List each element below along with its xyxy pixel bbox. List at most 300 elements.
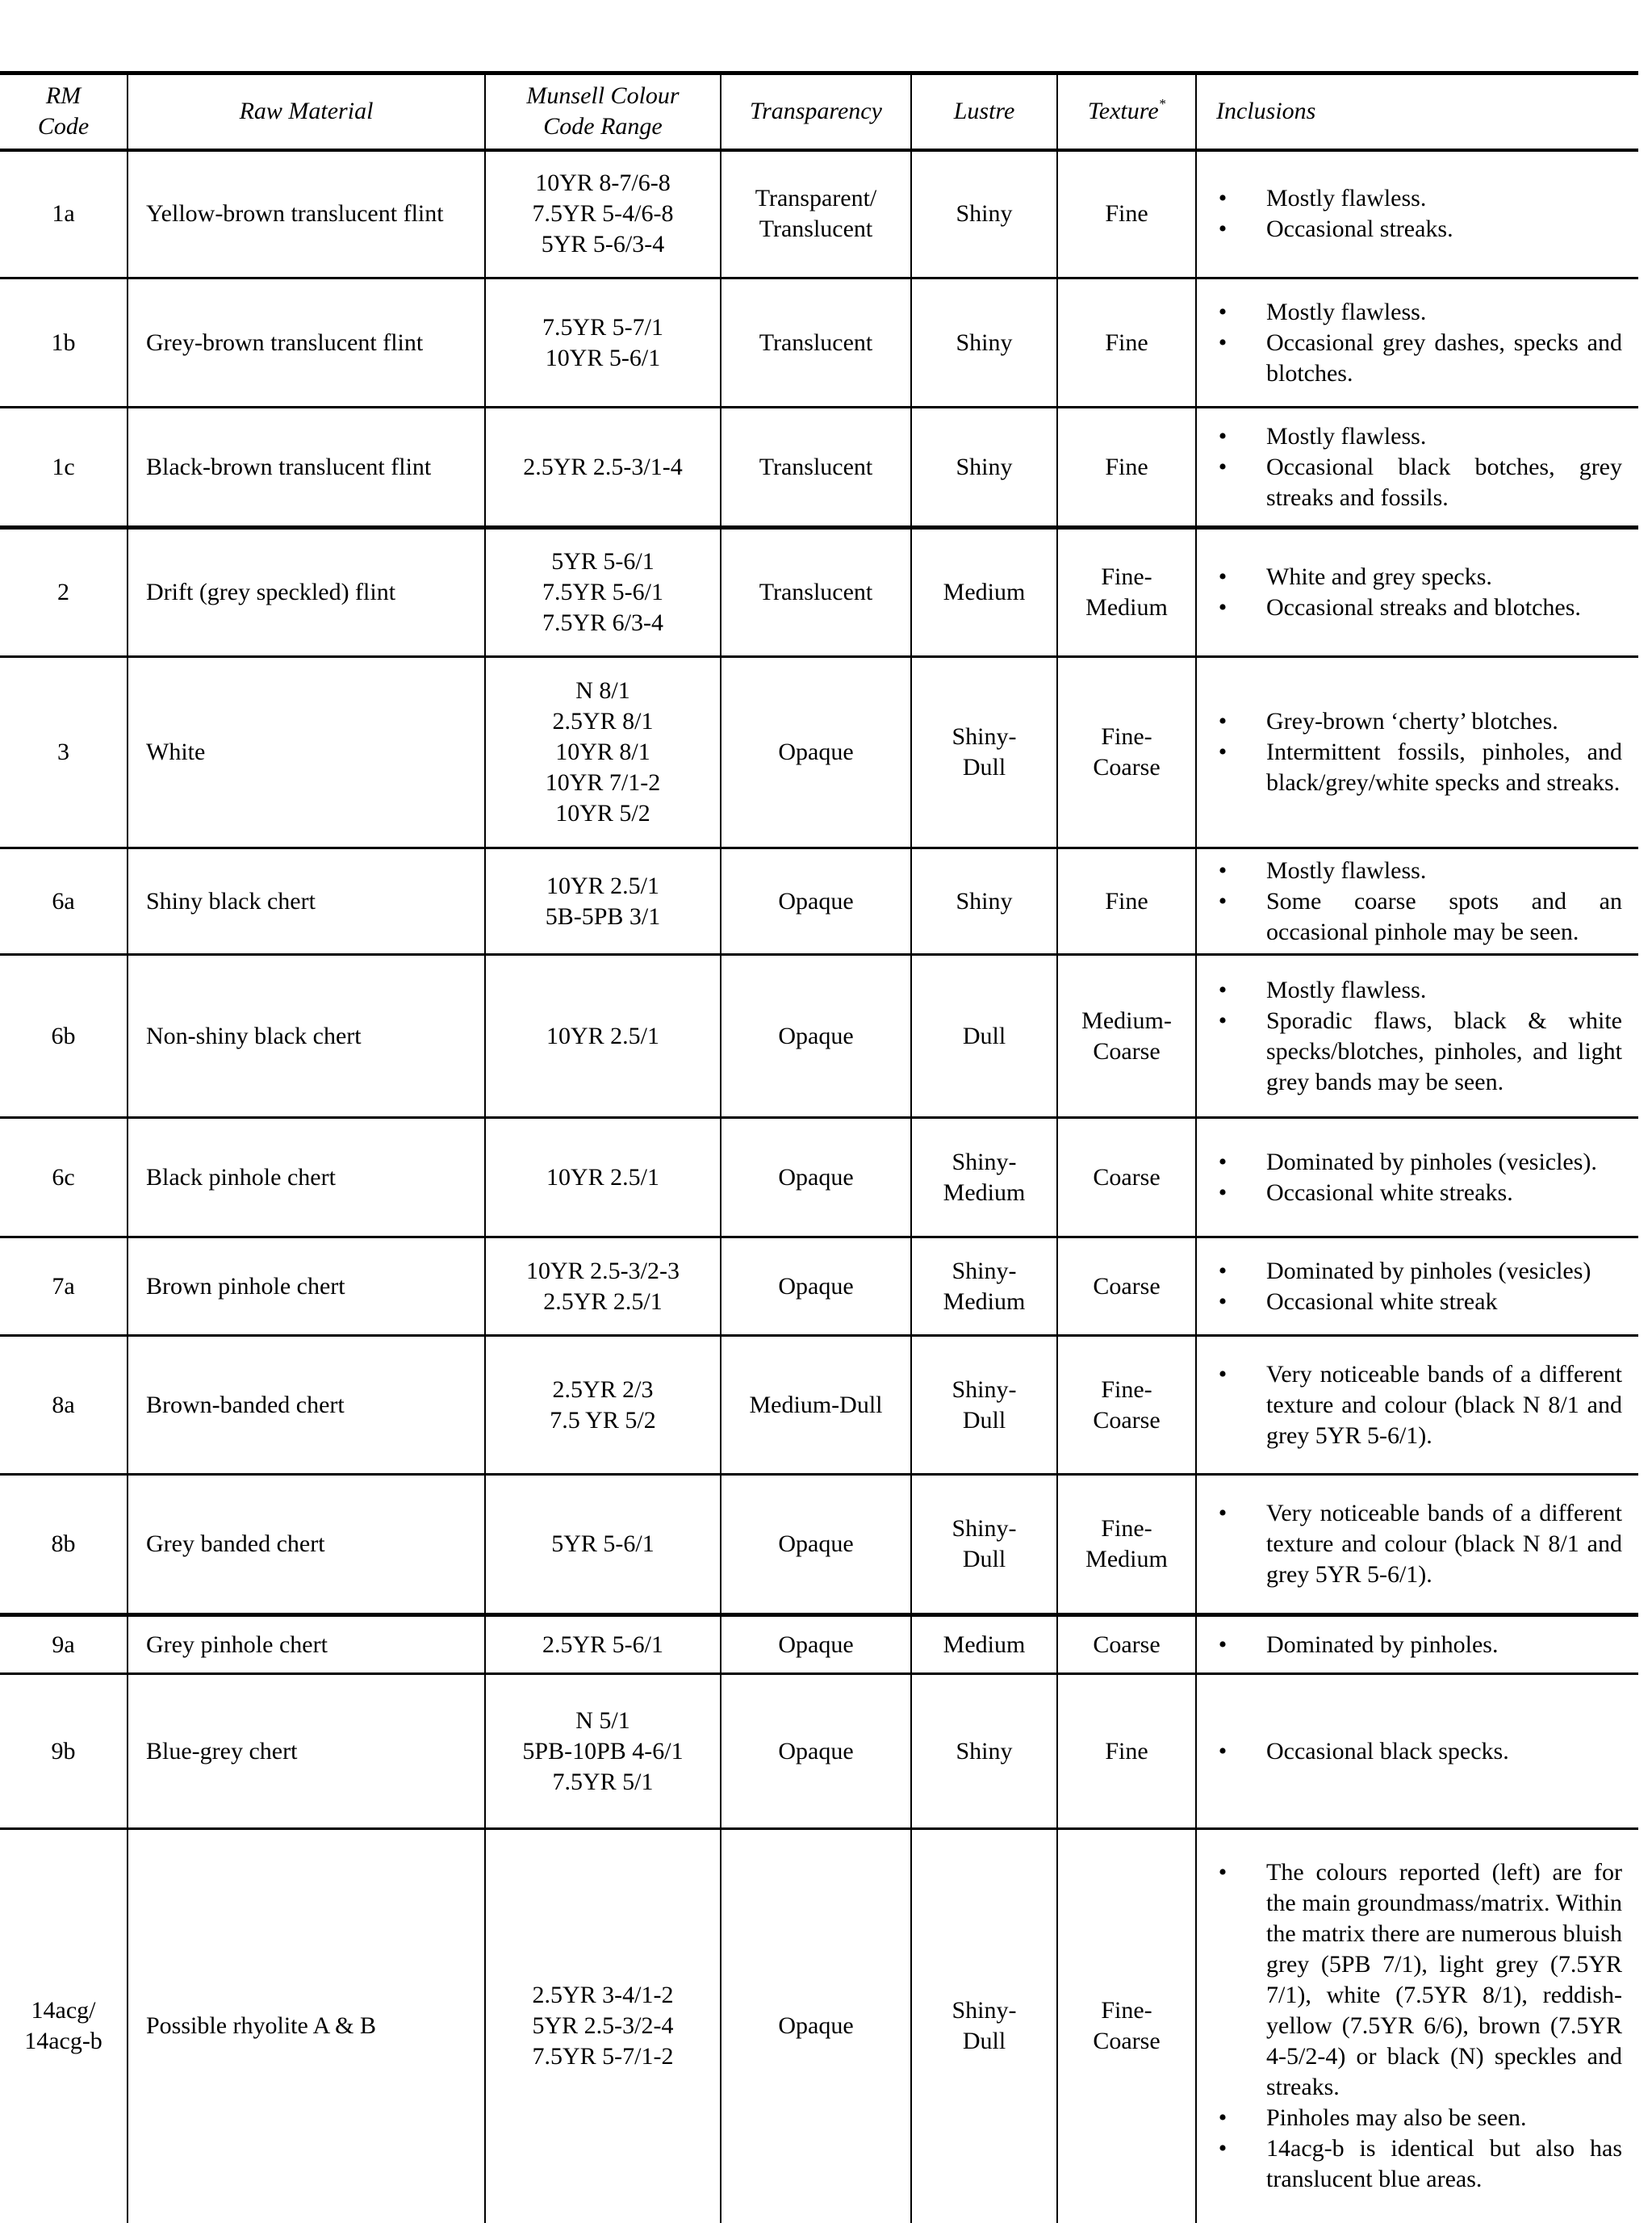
cell-transparency bbox=[721, 1336, 911, 1475]
cell-texture bbox=[1057, 408, 1196, 528]
cell-rm-code bbox=[0, 1829, 128, 2223]
cell-line: N 5/1 bbox=[575, 1706, 630, 1734]
cell-line: 10YR 8-7/6-8 bbox=[535, 170, 671, 197]
header-rm-code bbox=[0, 73, 128, 150]
cell-texture bbox=[1057, 1475, 1196, 1615]
cell-line: Fine bbox=[1105, 453, 1148, 480]
cell-lustre bbox=[911, 955, 1057, 1118]
cell-line: Dull bbox=[962, 1406, 1006, 1434]
cell-munsell bbox=[485, 1829, 721, 2223]
cell-line: Fine- bbox=[1101, 1375, 1152, 1403]
inclusion-item bbox=[1215, 2133, 1622, 2195]
bullet-icon: • bbox=[1218, 298, 1227, 325]
cell-transparency bbox=[721, 1674, 911, 1829]
cell-texture bbox=[1057, 1674, 1196, 1829]
cell-munsell bbox=[485, 1674, 721, 1829]
cell-line: 10YR 2.5/1 bbox=[546, 1022, 659, 1049]
cell-line: 10YR 5-6/1 bbox=[545, 344, 661, 371]
inclusion-item bbox=[1215, 592, 1622, 623]
bullet-icon: • bbox=[1218, 2104, 1227, 2132]
cell-lustre bbox=[911, 1475, 1057, 1615]
cell-line: Translucent bbox=[759, 216, 873, 243]
header-texture bbox=[1057, 73, 1196, 150]
cell-line: Coarse bbox=[1093, 1163, 1161, 1191]
cell-inclusions bbox=[1196, 1475, 1638, 1615]
cell-line: Opaque bbox=[778, 1022, 854, 1049]
inclusion-item bbox=[1215, 737, 1622, 798]
cell-raw-material: Shiny black chert bbox=[128, 848, 485, 955]
cell-texture bbox=[1057, 278, 1196, 408]
cell-line: N 8/1 bbox=[575, 677, 630, 704]
cell-lustre bbox=[911, 657, 1057, 848]
cell-line: Fine bbox=[1105, 329, 1148, 356]
cell-line: Medium-Dull bbox=[749, 1391, 883, 1418]
cell-rm-code bbox=[0, 1615, 128, 1674]
cell-rm-code bbox=[0, 848, 128, 955]
cell-inclusions bbox=[1196, 278, 1638, 408]
cell-line: 1a bbox=[52, 200, 75, 228]
cell-texture bbox=[1057, 657, 1196, 848]
cell-raw-material: Yellow-brown translucent flint bbox=[128, 150, 485, 278]
cell-line: Fine- bbox=[1101, 1997, 1152, 2024]
cell-line: 6a bbox=[52, 887, 75, 915]
cell-texture bbox=[1057, 848, 1196, 955]
cell-line: Shiny- bbox=[951, 1997, 1017, 2024]
cell-raw-material: Blue-grey chert bbox=[128, 1674, 485, 1829]
inclusions-list bbox=[1215, 1256, 1622, 1317]
inclusion-text: 14acg-b is identical but also has translucent blue areas. bbox=[1266, 2135, 1622, 2193]
cell-line: Shiny bbox=[956, 887, 1013, 915]
bullet-icon: • bbox=[1218, 739, 1227, 765]
cell-line: 5PB-10PB 4-6/1 bbox=[522, 1737, 684, 1765]
cell-lustre bbox=[911, 1237, 1057, 1336]
table-row bbox=[0, 955, 1638, 1118]
header-munsell-line: Munsell Colour bbox=[526, 82, 680, 110]
inclusion-text: Dominated by pinholes (vesicles) bbox=[1266, 1257, 1591, 1284]
cell-inclusions bbox=[1196, 1615, 1638, 1674]
inclusion-text: Mostly flawless. bbox=[1266, 185, 1427, 212]
cell-line: 9b bbox=[51, 1737, 76, 1765]
cell-line: Opaque bbox=[778, 1530, 854, 1557]
inclusion-item bbox=[1215, 421, 1622, 452]
cell-line: Translucent bbox=[759, 579, 873, 605]
cell-line: 10YR 5/2 bbox=[555, 800, 650, 827]
cell-texture bbox=[1057, 150, 1196, 278]
cell-munsell bbox=[485, 848, 721, 955]
cell-line: Translucent bbox=[759, 453, 873, 480]
cell-transparency bbox=[721, 408, 911, 528]
cell-line: Fine bbox=[1105, 200, 1148, 228]
inclusion-text: Occasional streaks and blotches. bbox=[1266, 594, 1581, 621]
header-texture-label: Texture bbox=[1087, 98, 1159, 125]
cell-transparency bbox=[721, 278, 911, 408]
cell-line: Dull bbox=[962, 1546, 1006, 1572]
inclusions-list bbox=[1215, 975, 1622, 1098]
cell-lustre bbox=[911, 150, 1057, 278]
cell-line: 2.5YR 2.5/1 bbox=[543, 1287, 663, 1315]
cell-line: 2.5YR 8/1 bbox=[552, 708, 654, 735]
cell-transparency bbox=[721, 1829, 911, 2223]
cell-munsell bbox=[485, 1336, 721, 1475]
inclusion-text: Grey-brown ‘cherty’ blotches. bbox=[1266, 708, 1558, 735]
cell-line: Fine- bbox=[1101, 563, 1152, 590]
inclusions-list bbox=[1215, 1147, 1622, 1208]
cell-line: Opaque bbox=[778, 739, 854, 765]
cell-line: Shiny- bbox=[951, 1375, 1017, 1403]
table-row bbox=[0, 1475, 1638, 1615]
inclusion-text: Mostly flawless. bbox=[1266, 422, 1427, 450]
table-row bbox=[0, 278, 1638, 408]
cell-transparency bbox=[721, 150, 911, 278]
inclusion-text: Dominated by pinholes. bbox=[1266, 1631, 1499, 1658]
cell-raw-material: Brown pinhole chert bbox=[128, 1237, 485, 1336]
cell-line: 1b bbox=[51, 329, 76, 356]
cell-rm-code bbox=[0, 150, 128, 278]
bullet-icon: • bbox=[1218, 1859, 1227, 1886]
inclusion-text: Very noticeable bands of a different texture and colour (black N 8/1 and grey 5YR 5-6/1). bbox=[1266, 1500, 1622, 1588]
cell-line: 2.5YR 2.5-3/1-4 bbox=[523, 453, 683, 480]
inclusions-list bbox=[1215, 706, 1622, 798]
header-row bbox=[0, 73, 1638, 150]
cell-raw-material: Brown-banded chert bbox=[128, 1336, 485, 1475]
cell-line: Opaque bbox=[778, 1631, 854, 1658]
cell-line: 5B-5PB 3/1 bbox=[545, 902, 661, 930]
inclusion-text: The colours reported (left) are for the main groundmass/matrix. Within the matrix there are numerous bluish grey (5PB 7/1), light grey (7.5YR 7/1), white (7.5YR 8/1), reddish-yellow (7.5YR 6/6), brown (7.5YR 4-5/2-4) or black (N) speckles and streaks. bbox=[1266, 1859, 1622, 2101]
cell-lustre bbox=[911, 528, 1057, 657]
cell-lustre bbox=[911, 1674, 1057, 1829]
inclusion-text: Mostly flawless. bbox=[1266, 856, 1427, 884]
cell-line: 6c bbox=[52, 1163, 75, 1191]
inclusion-text: Intermittent fossils, pinholes, and black/grey/white specks and streaks. bbox=[1266, 739, 1622, 796]
inclusions-list bbox=[1215, 562, 1622, 623]
bullet-icon: • bbox=[1218, 2135, 1227, 2162]
cell-transparency bbox=[721, 1118, 911, 1237]
cell-line: Shiny- bbox=[951, 1257, 1017, 1284]
cell-raw-material: White bbox=[128, 657, 485, 848]
cell-munsell bbox=[485, 1615, 721, 1674]
cell-raw-material: Grey pinhole chert bbox=[128, 1615, 485, 1674]
cell-lustre bbox=[911, 1118, 1057, 1237]
inclusion-item bbox=[1215, 2103, 1622, 2133]
cell-raw-material: Black pinhole chert bbox=[128, 1118, 485, 1237]
inclusions-list bbox=[1215, 856, 1622, 948]
cell-line: Opaque bbox=[778, 1737, 854, 1765]
inclusion-item bbox=[1215, 706, 1622, 737]
cell-transparency bbox=[721, 528, 911, 657]
cell-texture bbox=[1057, 528, 1196, 657]
texture-footnote-mark: * bbox=[1158, 96, 1166, 112]
cell-raw-material: Black-brown translucent flint bbox=[128, 408, 485, 528]
inclusion-text: Pinholes may also be seen. bbox=[1266, 2104, 1527, 2132]
cell-line: Transparent/ bbox=[755, 185, 877, 212]
bullet-icon: • bbox=[1218, 856, 1227, 884]
cell-inclusions bbox=[1196, 657, 1638, 848]
cell-rm-code bbox=[0, 1118, 128, 1237]
inclusion-item bbox=[1215, 1256, 1622, 1287]
cell-line: 10YR 2.5-3/2-3 bbox=[526, 1257, 680, 1284]
table-row bbox=[0, 1118, 1638, 1237]
table-row bbox=[0, 408, 1638, 528]
cell-texture bbox=[1057, 1237, 1196, 1336]
cell-rm-code bbox=[0, 1237, 128, 1336]
bullet-icon: • bbox=[1218, 453, 1227, 480]
inclusion-item bbox=[1215, 183, 1622, 214]
table-row bbox=[0, 1674, 1638, 1829]
inclusion-text: Very noticeable bands of a different texture and colour (black N 8/1 and grey 5YR 5-6/1). bbox=[1266, 1360, 1622, 1449]
header-raw-material: Raw Material bbox=[128, 73, 485, 150]
cell-munsell bbox=[485, 657, 721, 848]
cell-line: Shiny- bbox=[951, 1515, 1017, 1542]
inclusion-item bbox=[1215, 1857, 1622, 2103]
cell-line: 7a bbox=[52, 1272, 75, 1300]
cell-texture bbox=[1057, 1829, 1196, 2223]
inclusions-list bbox=[1215, 1630, 1622, 1660]
inclusions-list bbox=[1215, 1498, 1622, 1590]
inclusion-text: Dominated by pinholes (vesicles). bbox=[1266, 1148, 1597, 1175]
bullet-icon: • bbox=[1218, 1631, 1227, 1658]
cell-line: Fine bbox=[1105, 1737, 1148, 1765]
cell-line: Coarse bbox=[1093, 1631, 1161, 1658]
cell-inclusions bbox=[1196, 1237, 1638, 1336]
cell-line: 2.5YR 2/3 bbox=[552, 1375, 654, 1403]
cell-line: Shiny bbox=[956, 1737, 1013, 1765]
cell-munsell bbox=[485, 150, 721, 278]
inclusion-text: Sporadic flaws, black & white specks/blotches, pinholes, and light grey bands may be seen. bbox=[1266, 1007, 1622, 1095]
cell-line: 6b bbox=[51, 1022, 76, 1049]
cell-line: 3 bbox=[57, 739, 69, 765]
cell-line: Coarse bbox=[1093, 754, 1161, 781]
cell-lustre bbox=[911, 848, 1057, 955]
header-munsell-line: Code Range bbox=[543, 113, 663, 140]
cell-line: Coarse bbox=[1093, 1272, 1161, 1300]
cell-line: Translucent bbox=[759, 329, 873, 356]
cell-line: 7.5YR 6/3-4 bbox=[542, 609, 663, 636]
bullet-icon: • bbox=[1218, 976, 1227, 1003]
cell-line: Opaque bbox=[778, 2012, 854, 2040]
bullet-icon: • bbox=[1218, 1360, 1227, 1388]
inclusions-list bbox=[1215, 1736, 1622, 1767]
header-rm-code-line: Code bbox=[37, 113, 90, 140]
cell-line: 7.5YR 5-7/1-2 bbox=[532, 2043, 674, 2070]
inclusion-text: Occasional white streak bbox=[1266, 1287, 1498, 1315]
inclusions-list bbox=[1215, 1359, 1622, 1451]
cell-line: Medium bbox=[943, 1287, 1026, 1315]
cell-line: Dull bbox=[962, 1022, 1006, 1049]
inclusion-item bbox=[1215, 297, 1622, 328]
cell-rm-code bbox=[0, 657, 128, 848]
cell-rm-code bbox=[0, 955, 128, 1118]
bullet-icon: • bbox=[1218, 887, 1227, 915]
cell-transparency bbox=[721, 1615, 911, 1674]
cell-texture bbox=[1057, 1336, 1196, 1475]
cell-line: Fine bbox=[1105, 887, 1148, 915]
cell-texture bbox=[1057, 1615, 1196, 1674]
table-row bbox=[0, 1829, 1638, 2223]
bullet-icon: • bbox=[1218, 1737, 1227, 1765]
inclusion-text: Occasional white streaks. bbox=[1266, 1178, 1513, 1206]
cell-lustre bbox=[911, 1336, 1057, 1475]
cell-line: 14acg/ bbox=[31, 1997, 96, 2024]
inclusions-list bbox=[1215, 183, 1622, 245]
cell-line: Medium bbox=[943, 1631, 1026, 1658]
cell-inclusions bbox=[1196, 1674, 1638, 1829]
table-body bbox=[0, 150, 1638, 2223]
cell-lustre bbox=[911, 408, 1057, 528]
cell-line: Medium bbox=[943, 579, 1026, 605]
cell-lustre bbox=[911, 278, 1057, 408]
cell-line: Coarse bbox=[1093, 2028, 1161, 2055]
cell-line: 2 bbox=[57, 579, 69, 605]
cell-inclusions bbox=[1196, 408, 1638, 528]
inclusion-text: Occasional grey dashes, specks and blotches. bbox=[1266, 329, 1622, 387]
cell-line: 10YR 8/1 bbox=[555, 739, 650, 765]
cell-line: Shiny- bbox=[951, 1148, 1017, 1175]
cell-line: Fine- bbox=[1101, 723, 1152, 750]
cell-lustre bbox=[911, 1829, 1057, 2223]
bullet-icon: • bbox=[1218, 1500, 1227, 1526]
cell-line: 10YR 2.5/1 bbox=[546, 1163, 659, 1191]
cell-line: 7.5YR 5-6/1 bbox=[542, 579, 663, 605]
cell-munsell bbox=[485, 1475, 721, 1615]
cell-transparency bbox=[721, 1237, 911, 1336]
cell-line: 9a bbox=[52, 1631, 75, 1658]
inclusion-text: White and grey specks. bbox=[1266, 563, 1492, 590]
inclusion-text: Occasional black specks. bbox=[1266, 1737, 1509, 1765]
bullet-icon: • bbox=[1218, 1148, 1227, 1175]
bullet-icon: • bbox=[1218, 1257, 1227, 1284]
table-row bbox=[0, 1336, 1638, 1475]
cell-transparency bbox=[721, 1475, 911, 1615]
cell-line: Coarse bbox=[1093, 1037, 1161, 1065]
bullet-icon: • bbox=[1218, 1287, 1227, 1315]
cell-line: Opaque bbox=[778, 887, 854, 915]
cell-inclusions bbox=[1196, 528, 1638, 657]
cell-line: Medium- bbox=[1081, 1007, 1172, 1034]
inclusion-item bbox=[1215, 1736, 1622, 1767]
inclusion-item bbox=[1215, 1630, 1622, 1660]
cell-line: 10YR 7/1-2 bbox=[545, 769, 661, 796]
cell-line: 7.5YR 5/1 bbox=[552, 1768, 654, 1795]
table-row bbox=[0, 528, 1638, 657]
cell-raw-material: Grey banded chert bbox=[128, 1475, 485, 1615]
cell-raw-material: Grey-brown translucent flint bbox=[128, 278, 485, 408]
table-row bbox=[0, 1237, 1638, 1336]
bullet-icon: • bbox=[1218, 185, 1227, 212]
cell-line: Shiny bbox=[956, 200, 1013, 228]
cell-line: 7.5YR 5-4/6-8 bbox=[532, 200, 674, 228]
cell-raw-material: Possible rhyolite A & B bbox=[128, 1829, 485, 2223]
inclusion-text: Some coarse spots and an occasional pinhole may be seen. bbox=[1266, 887, 1622, 945]
cell-transparency bbox=[721, 848, 911, 955]
cell-line: Shiny bbox=[956, 329, 1013, 356]
cell-line: Opaque bbox=[778, 1272, 854, 1300]
cell-texture bbox=[1057, 955, 1196, 1118]
cell-munsell bbox=[485, 1237, 721, 1336]
inclusion-item bbox=[1215, 856, 1622, 886]
raw-material-table-container bbox=[0, 71, 1638, 2223]
inclusion-item bbox=[1215, 886, 1622, 948]
cell-line: 10YR 2.5/1 bbox=[546, 872, 659, 899]
cell-line: Medium bbox=[1085, 594, 1168, 621]
inclusion-item bbox=[1215, 1006, 1622, 1098]
bullet-icon: • bbox=[1218, 1007, 1227, 1034]
bullet-icon: • bbox=[1218, 563, 1227, 590]
cell-raw-material: Non-shiny black chert bbox=[128, 955, 485, 1118]
table-row bbox=[0, 150, 1638, 278]
cell-texture bbox=[1057, 1118, 1196, 1237]
inclusion-text: Occasional streaks. bbox=[1266, 216, 1453, 243]
inclusion-item bbox=[1215, 1178, 1622, 1208]
header-lustre: Lustre bbox=[911, 73, 1057, 150]
cell-line: 2.5YR 5-6/1 bbox=[542, 1631, 663, 1658]
bullet-icon: • bbox=[1218, 216, 1227, 243]
inclusion-text: Occasional black botches, grey streaks and fossils. bbox=[1266, 453, 1622, 511]
header-inclusions: Inclusions bbox=[1196, 73, 1638, 150]
inclusion-text: Mostly flawless. bbox=[1266, 976, 1427, 1003]
table-row bbox=[0, 1615, 1638, 1674]
bullet-icon: • bbox=[1218, 594, 1227, 621]
cell-inclusions bbox=[1196, 150, 1638, 278]
inclusion-item bbox=[1215, 975, 1622, 1006]
cell-rm-code bbox=[0, 1674, 128, 1829]
bullet-icon: • bbox=[1218, 329, 1227, 356]
cell-line: 7.5YR 5-7/1 bbox=[542, 313, 663, 341]
cell-line: 2.5YR 3-4/1-2 bbox=[532, 1982, 674, 2009]
bullet-icon: • bbox=[1218, 1178, 1227, 1206]
inclusions-list bbox=[1215, 1857, 1622, 2195]
inclusion-item bbox=[1215, 214, 1622, 245]
cell-line: 5YR 2.5-3/2-4 bbox=[532, 2012, 674, 2040]
cell-line: Dull bbox=[962, 754, 1006, 781]
cell-line: 14acg-b bbox=[24, 2028, 102, 2055]
cell-line: 5YR 5-6/1 bbox=[551, 548, 655, 575]
header-munsell bbox=[485, 73, 721, 150]
inclusions-list bbox=[1215, 297, 1622, 389]
header-transparency: Transparency bbox=[721, 73, 911, 150]
cell-line: Shiny- bbox=[951, 723, 1017, 750]
cell-line: Fine- bbox=[1101, 1515, 1152, 1542]
cell-line: 8a bbox=[52, 1391, 75, 1418]
cell-inclusions bbox=[1196, 848, 1638, 955]
cell-line: Opaque bbox=[778, 1163, 854, 1191]
inclusion-item bbox=[1215, 452, 1622, 513]
cell-munsell bbox=[485, 408, 721, 528]
inclusion-item bbox=[1215, 1287, 1622, 1317]
inclusion-item bbox=[1215, 1359, 1622, 1451]
table-row bbox=[0, 657, 1638, 848]
cell-line: Shiny bbox=[956, 453, 1013, 480]
inclusion-item bbox=[1215, 328, 1622, 389]
header-rm-code-line: RM bbox=[45, 82, 82, 110]
cell-transparency bbox=[721, 955, 911, 1118]
cell-munsell bbox=[485, 528, 721, 657]
inclusion-text: Mostly flawless. bbox=[1266, 298, 1427, 325]
inclusion-item bbox=[1215, 1498, 1622, 1590]
cell-rm-code bbox=[0, 1336, 128, 1475]
cell-line: 7.5 YR 5/2 bbox=[550, 1406, 656, 1434]
cell-rm-code bbox=[0, 528, 128, 657]
cell-inclusions bbox=[1196, 1829, 1638, 2223]
cell-line: Coarse bbox=[1093, 1406, 1161, 1434]
cell-line: 5YR 5-6/1 bbox=[551, 1530, 655, 1557]
bullet-icon: • bbox=[1218, 708, 1227, 735]
cell-rm-code bbox=[0, 278, 128, 408]
bullet-icon: • bbox=[1218, 422, 1227, 450]
cell-inclusions bbox=[1196, 1336, 1638, 1475]
cell-line: Medium bbox=[1085, 1546, 1168, 1572]
table-row bbox=[0, 848, 1638, 955]
cell-raw-material: Drift (grey speckled) flint bbox=[128, 528, 485, 657]
